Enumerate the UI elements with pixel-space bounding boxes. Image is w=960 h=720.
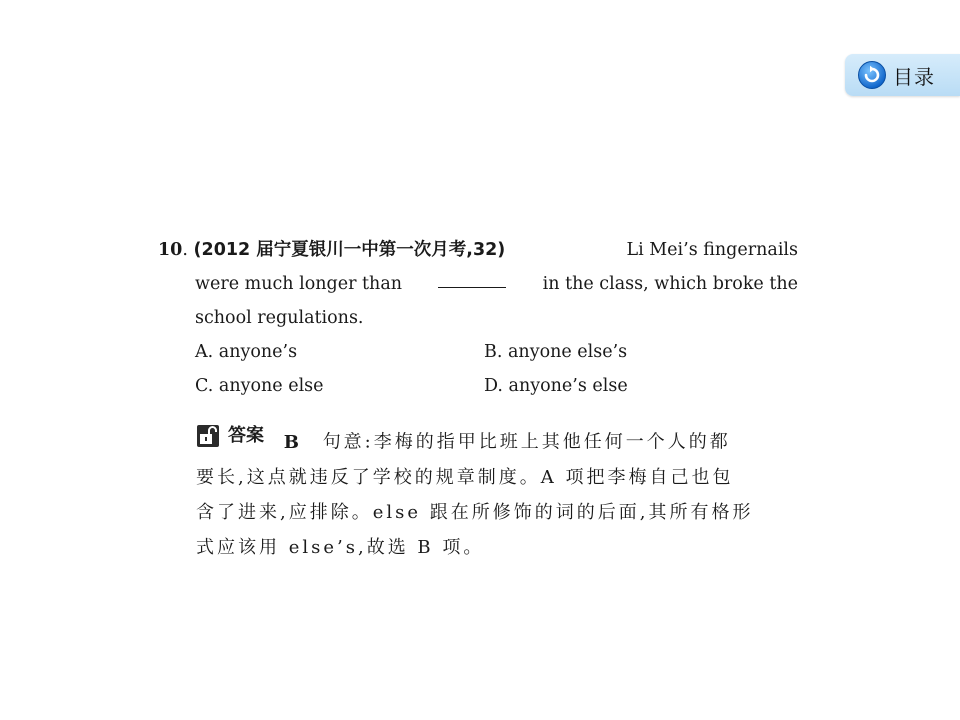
toc-label: 目录 (893, 64, 935, 89)
question-source: (2012 届宁夏银川一中第一次月考,32) (193, 240, 506, 260)
option-d: D. anyone’s else (484, 376, 628, 396)
answer-block (196, 418, 800, 565)
toc-button[interactable] (845, 54, 960, 96)
answer-text-4: 式应该用 else’s,故选 B 项。 (196, 536, 485, 558)
option-b: B. anyone else’s (484, 342, 628, 362)
question-stem-line1: Li Mei’s fingernails (626, 240, 798, 260)
options-row-2 (158, 369, 798, 403)
question-block (158, 233, 798, 403)
option-a: A. anyone’s (195, 342, 298, 362)
answer-text-2: 要长,这点就违反了学校的规章制度。A 项把李梅自己也包 (196, 466, 734, 488)
answer-blank (438, 267, 506, 288)
answer-label: 答案 (228, 425, 264, 446)
question-line-3: school regulations. (195, 308, 364, 328)
question-number: 10 (158, 240, 183, 260)
circular-arrow-icon (857, 60, 887, 90)
answer-line-1 (196, 418, 800, 460)
question-line-1: 10. (2012 届宁夏银川一中第一次月考,32) Li Mei’s fingernails (158, 233, 798, 267)
question-stem-line2b: in the class, which broke the (542, 274, 798, 294)
options-row-1 (158, 335, 798, 369)
answer-text-3: 含了进来,应排除。else 跟在所修饰的词的后面,其所有格形 (196, 501, 754, 523)
question-line-2 (158, 267, 798, 301)
answer-header (196, 418, 264, 453)
option-c: C. anyone else (195, 376, 324, 396)
question-stem-line2a: were much longer than (195, 274, 403, 294)
answer-text-1: 句意:李梅的指甲比班上其他任何一个人的都 (322, 431, 731, 453)
unlock-icon (196, 424, 220, 448)
answer-choice: B (283, 431, 299, 453)
